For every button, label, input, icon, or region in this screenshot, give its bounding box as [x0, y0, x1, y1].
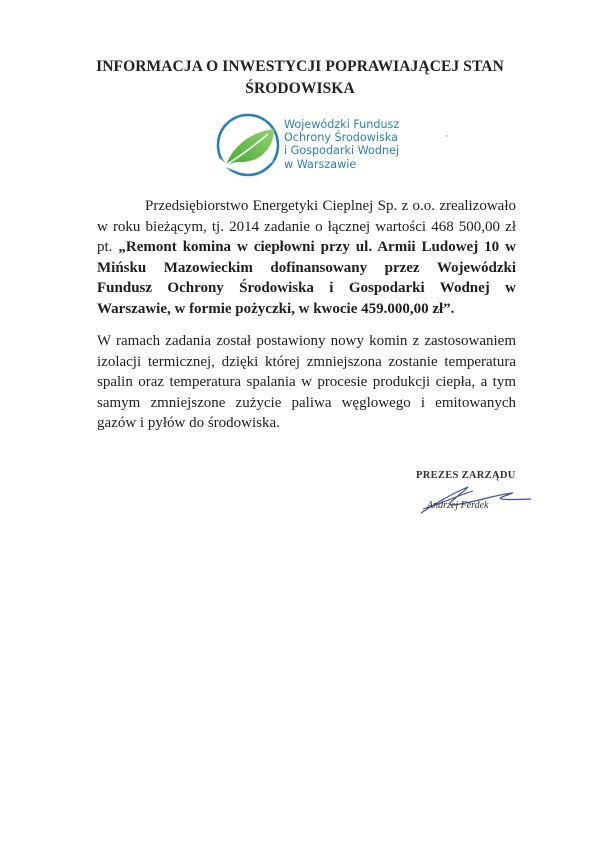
logo-mark: ': [446, 134, 448, 142]
logo-text: [284, 118, 399, 171]
leaf-in-circle-icon: [214, 110, 284, 182]
handwritten-signature-icon: [413, 475, 543, 520]
project-title: „Remont komina w ciepłowni przy ul. Armii Ludowej 10 w Mińsku Mazowieckim dofinansowany przez Wojewódzki Fundusz Ochrony Środowiska i Gospodarki Wodnej w Warszawie, w formie pożyczki, w kwocie 459.000,00 zł”.: [97, 239, 516, 317]
signature-title: PREZES ZARZĄDU: [416, 470, 516, 481]
paragraph-1-intro: Przedsiębiorstwo Energetyki Cieplnej Sp. z o.o. zrealizowało w roku bieżącym, tj. 2014 zadanie o łącznej wartości 468 500,00 zł pt.: [97, 198, 516, 255]
paragraph-1: [97, 196, 516, 319]
logo-line: i Gospodarki Wodnej: [284, 144, 400, 158]
paragraph-2: W ramach zadania został postawiony nowy komin z zastosowaniem izolacji termicznej, dzięki której zmniejszona zostanie temperatura spalin oraz temperatura spalania w procesie produkcji ciepła, a tym samym zmniejszone zużycie paliwa węglowego i emitowanych gazów i pyłów do środowiska.: [97, 333, 516, 431]
logo-line: w Warszawie: [284, 157, 357, 171]
signatory-name: Andrzej Ferdek: [427, 500, 489, 511]
logo-line: Ochrony Środowiska: [284, 131, 398, 145]
logo-line: Wojewódzki Fundusz: [284, 118, 400, 131]
signature-block: [413, 470, 543, 530]
title-line-2: ŚRODOWISKA: [245, 80, 355, 97]
fund-logo: [214, 110, 454, 184]
title-line-1: INFORMACJA O INWESTYCJI POPRAWIAJĄCEJ STAN: [96, 58, 504, 75]
document-title: [60, 56, 540, 100]
